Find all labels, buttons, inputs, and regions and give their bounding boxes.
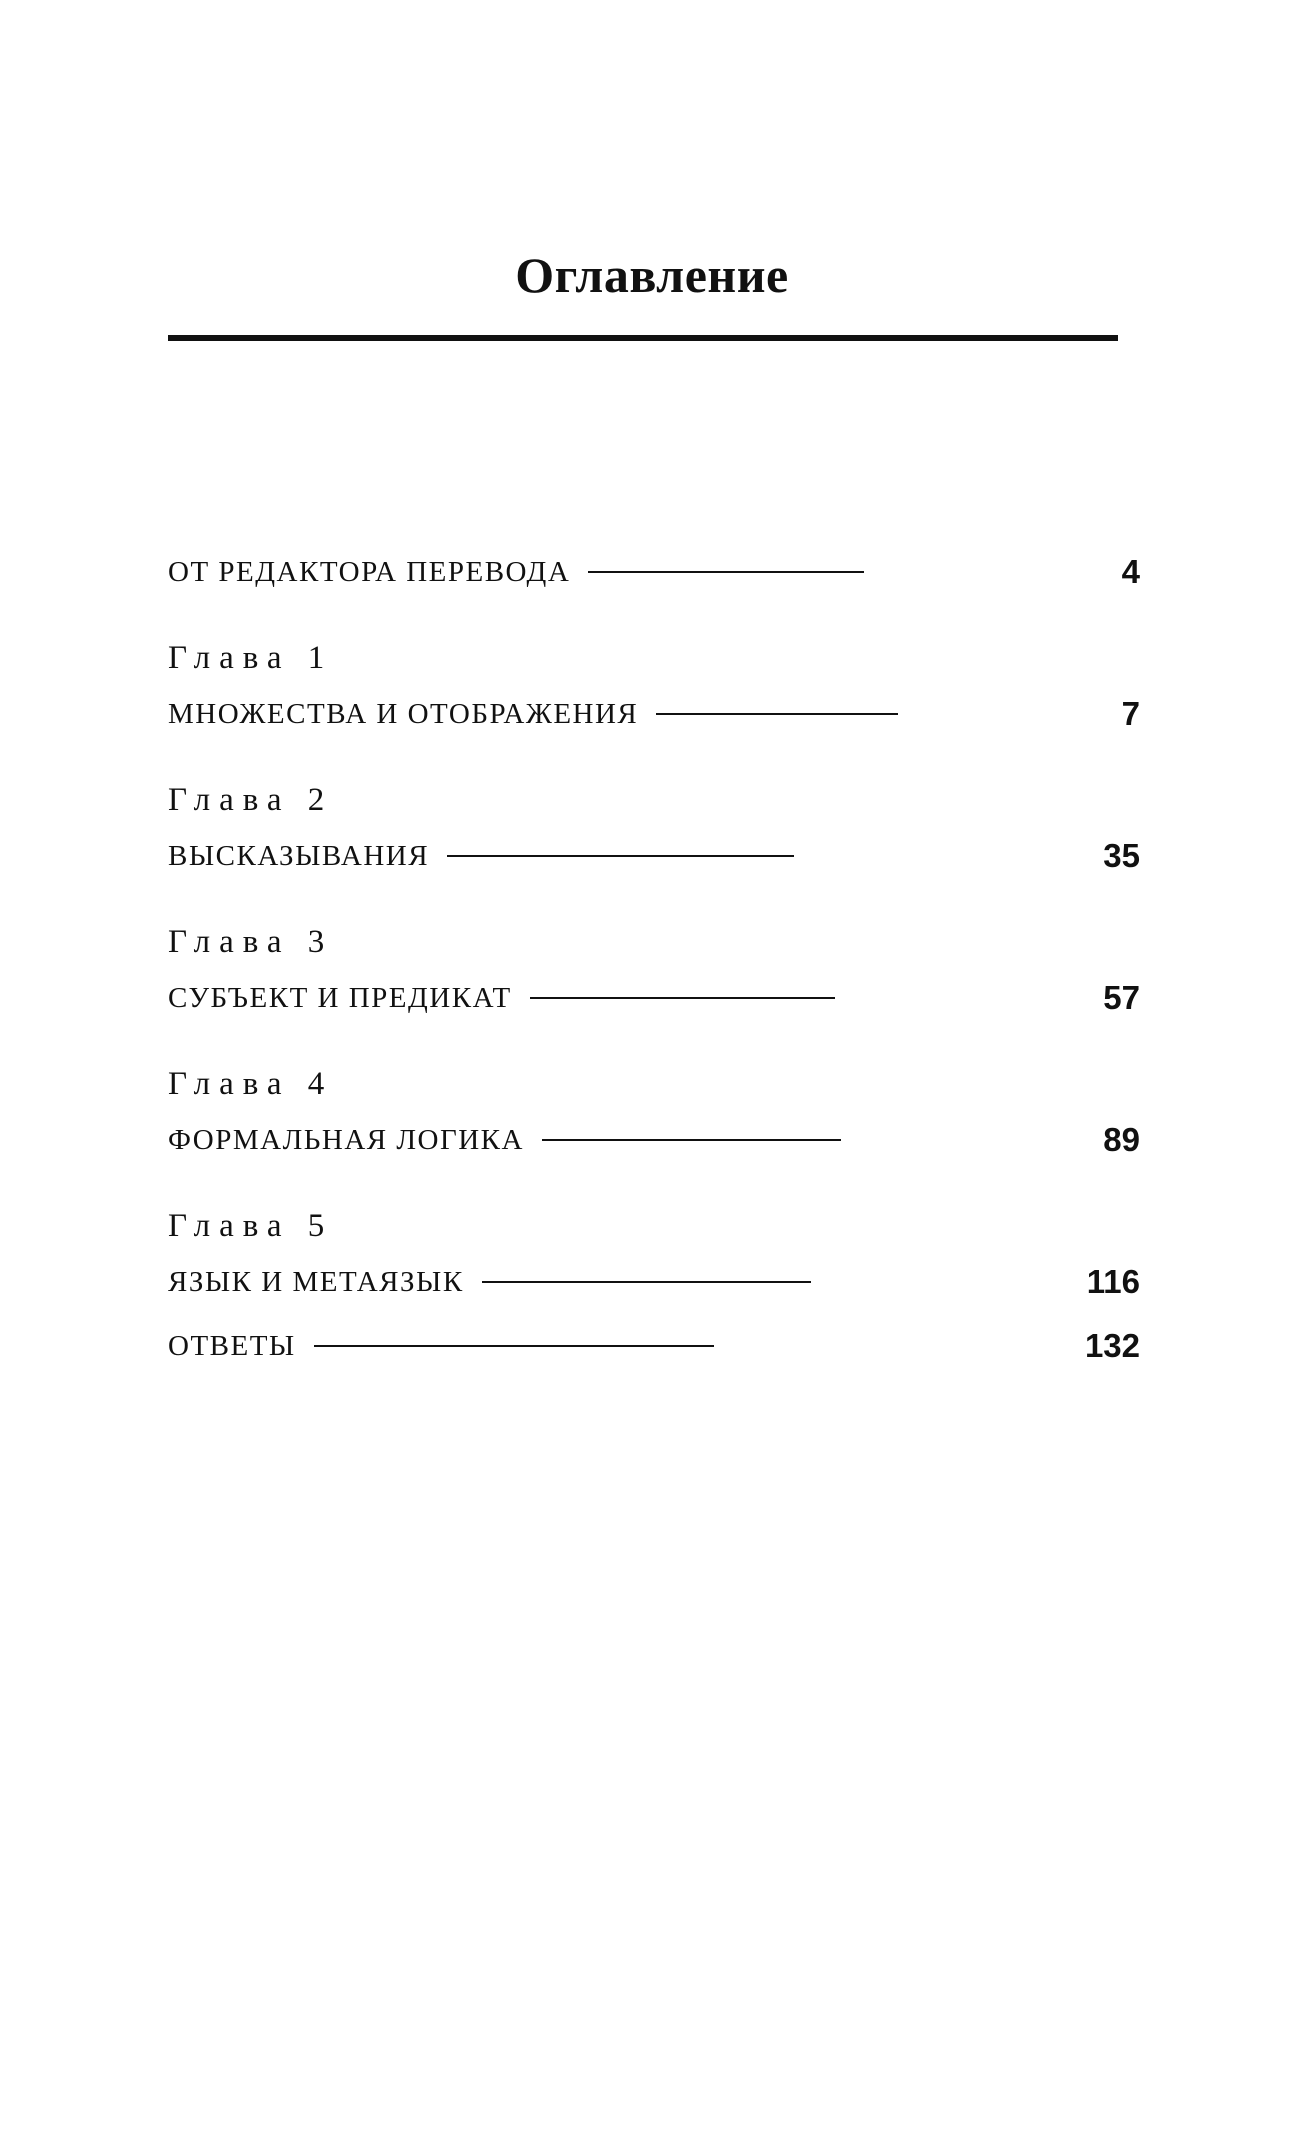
toc-page-number: 116 — [1086, 1263, 1140, 1300]
toc-entry-title: ВЫСКАЗЫВАНИЯ — [168, 839, 430, 872]
toc-entry-chapter-4[interactable] — [168, 1108, 1140, 1172]
toc-leader-line — [482, 1281, 811, 1283]
toc-entry-title: ЯЗЫК И МЕТАЯЗЫК — [168, 1265, 464, 1298]
toc-entry-chapter-1[interactable] — [168, 682, 1140, 746]
chapter-heading-3: Глава 3 — [168, 924, 334, 960]
chapter-heading-1: Глава 1 — [168, 640, 334, 676]
toc-page-number: 57 — [1103, 979, 1140, 1016]
toc-leader-line — [447, 855, 793, 857]
toc-leader-line — [530, 997, 835, 999]
toc-entry-chapter-5[interactable] — [168, 1250, 1140, 1314]
toc-page-number: 89 — [1103, 1121, 1140, 1158]
page-title: Оглавление — [515, 247, 789, 303]
toc-entry-title: СУБЪЕКТ И ПРЕДИКАТ — [168, 981, 512, 1014]
toc-entry-chapter-3[interactable] — [168, 966, 1140, 1030]
toc-entry-answers[interactable] — [168, 1314, 1140, 1378]
toc-entry-title: МНОЖЕСТВА И ОТОБРАЖЕНИЯ — [168, 697, 639, 730]
chapter-heading-4: Глава 4 — [168, 1066, 334, 1102]
toc-page-number: 35 — [1103, 837, 1140, 874]
chapter-heading-2: Глава 2 — [168, 782, 334, 818]
toc-entry-title: ФОРМАЛЬНАЯ ЛОГИКА — [168, 1123, 524, 1156]
toc-leader-line — [588, 571, 864, 573]
toc-page-number: 7 — [1121, 695, 1140, 732]
toc-page-number: 4 — [1121, 553, 1140, 590]
toc-page-number: 132 — [1084, 1327, 1140, 1364]
toc-entry-chapter-2[interactable] — [168, 824, 1140, 888]
table-of-contents — [168, 540, 1140, 1378]
toc-entry-title: ОТ РЕДАКТОРА ПЕРЕВОДА — [168, 555, 571, 588]
toc-leader-line — [542, 1139, 841, 1141]
toc-leader-line — [656, 713, 898, 715]
toc-entry-preface[interactable] — [168, 540, 1140, 604]
toc-leader-line — [314, 1345, 714, 1347]
toc-entry-title: ОТВЕТЫ — [168, 1329, 296, 1362]
title-underline — [168, 335, 1118, 341]
chapter-heading-5: Глава 5 — [168, 1208, 334, 1244]
